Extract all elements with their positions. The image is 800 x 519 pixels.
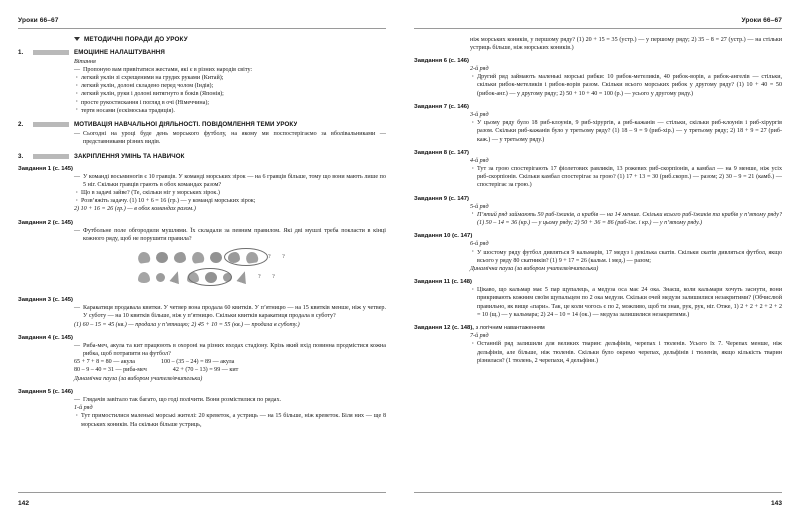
task-head: Завдання 8 (с. 147) (414, 149, 470, 156)
task-line: · Тут примостилися маленькі морські жителі: 20 креветок, а устриць — на 15 більше, ніж креветок. Біля них — ще 8 морських коників. На скільки більше устриць, (74, 412, 386, 428)
row-1-question-marks: ? ? (268, 254, 290, 261)
dynamic-pause-note: Динамічна пауза (за вибором учителя/вчительки) (74, 375, 203, 382)
task-subrow: 7-й ряд (470, 333, 489, 340)
shell-row-2 (138, 267, 328, 287)
calc-left: 80 – 9 – 40 = 31 — риба-меч (74, 367, 147, 374)
triangle-bullet-icon (74, 37, 80, 41)
motivation-body (74, 130, 386, 146)
emotional-subtitle: Вітання (74, 58, 96, 65)
motivation-text: — Сьогодні на уроці буде день морського футболу, на якому ми поспостерігаємо за вболівальниками — представниками різних видів. (74, 130, 386, 146)
task-line: — Каракатиця продавала квитки. У четвер вона продала 60 квитків. У п’ятницю — на 15 квитків менше, ніж у четвер. У суботу — на 10 квитків більше, ніж у п’ятницю. Скільки квитків каракатиця продала в суботу? (74, 304, 386, 320)
shell-icon (137, 251, 150, 264)
task-body (470, 111, 782, 144)
footer-rule-left (18, 492, 386, 493)
shell-icon (169, 270, 182, 285)
shell-icon (245, 251, 258, 264)
task-subrow: 3-й ряд (470, 111, 489, 118)
task-line: · Що в задачі зайве? (Те, скільки ніг у морських зірок.) (74, 189, 386, 197)
section-2-label: МОТИВАЦІЯ НАВЧАЛЬНОЇ ДІЯЛЬНОСТІ. ПОВІДОМЛЕННЯ ТЕМИ УРОКУ (74, 121, 298, 129)
shell-row-1 (138, 247, 328, 267)
methodical-advice-title (74, 36, 386, 43)
task-head: Завдання 1 (с. 145) (18, 165, 74, 172)
shell-icon (138, 272, 150, 283)
section-3 (18, 153, 386, 160)
task-line: · У цьому ряду було 18 риб-клоунів, 9 риб-хірургів, а риб-кажанів — стільки, скільки риб-клоунів і риб-хірургів разом. Скільки риб-кажанів було у третьому ряду? (1) 18 – 9 = 9 (риб-хір.) — у третьому ряду; 2) 18 + 9 = 27 (риб-каж.) — у третьому ряду.) (470, 119, 782, 144)
methodical-advice-label: МЕТОДИЧНІ ПОРАДИ ДО УРОКУ (84, 35, 188, 43)
task-head: Завдання 7 (с. 146) (414, 103, 470, 110)
task-subrow: 4-й ряд (470, 157, 489, 164)
task-line: (1) 60 – 15 = 45 (кв.) — продала у п’ятницю; 2) 45 + 10 = 55 (кв.) — продала в суботу.) (74, 321, 300, 328)
shell-icon (228, 252, 240, 263)
task-line: · У шостому ряду футбол дивляться 9 кальмарів, 17 медуз і декілька скатів. Скільки скатів дивляться футбол, якщо всього у ряду 80 скатників? (1) 9 + 17 = 26 (кальм. і мед.) — разом; (470, 249, 782, 265)
list-item: · тертя носами (ескімоська традиція). (74, 107, 386, 115)
task-head: Завдання 2 (с. 145) (18, 219, 74, 226)
task-body (74, 227, 386, 243)
header-rule-left (18, 28, 386, 29)
task-head: Завдання 3 (с. 145) (18, 297, 74, 304)
task-line: · Останній ряд залишили для великих тварин: дельфінів, черепах і тюленів. Усього їх 7. Черепах менше, ніж дельфінів, але більше, ніж тюленів. Скільки було окремо черепах, дельфінів і тюленів, якщо кількість тварин різнилася? (1 тюлень, 2 черепахи, 4 дельфіни.) (470, 340, 782, 365)
task-body (470, 240, 782, 273)
calc-left: 65 + 7 + 8 = 80 — акула (74, 359, 135, 366)
task-head: Завдання 9 (с. 147) (414, 195, 470, 202)
list-item: · просте рукостискання і погляд в очі (Німеччина); (74, 99, 386, 107)
list-item: · легкий уклін, руки і долоні витягнуто в боків (Японія); (74, 90, 386, 98)
section-2-bar (33, 122, 69, 127)
section-1 (18, 49, 386, 56)
task-line: · Тут за грою спостерігають 17 фіолетових равликів, 13 рожевих риб-скорпіонів, а камбал — на 9 менше, ніж усіх риб-скорпіонів. Скільки камбал спостерігає за грою? (1) 17 + 13 = 30 (риб.скорп.) — разом; 2) 30 – 9 = 21 (камб.) — спостерігає за грою.) (470, 165, 782, 190)
task-subrow: 6-й ряд (470, 241, 489, 248)
task-body (74, 396, 386, 429)
task-line: — Футбольне поле обгородили мушлями. Їх складали за певним правилом. Які дві мушлі треба покласти в кінці кожного ряду, щоб не порушити правила? (74, 227, 386, 243)
continuation-body (470, 36, 782, 52)
task-head: Завдання 5 (с. 146) (18, 388, 74, 395)
task-body (74, 304, 386, 329)
running-head-right: Уроки 66–67 (741, 17, 782, 24)
section-1-number: 1. (18, 48, 24, 56)
shell-icon (156, 273, 165, 282)
task-body (74, 342, 386, 383)
shell-icon (174, 252, 186, 263)
shell-icon (156, 252, 168, 263)
task-body (470, 157, 782, 190)
shell-icon (210, 252, 222, 263)
section-2 (18, 121, 386, 128)
task-subrow: 1-й ряд (74, 405, 93, 412)
task-line: — У команді восьминогів є 10 гравців. У команді морських зірок — на 6 гравців більше, тому що вони мають лише по 5 ніг. Скільки гравців грають в обох командах разом? (74, 173, 386, 189)
shell-icon (223, 273, 232, 282)
row-2-question-marks: ? ? (258, 274, 280, 281)
task-head: Завдання 10 (с. 147) (414, 233, 473, 240)
task-line: · Цікаво, що кальмар має 5 пар щупалець, а медуза оса має 24 ока. Знаєш, коли кальмари хочуть заснути, вони прикривають кожним своїм щупальцем по 2 ока медузи. Скільки очей медузи залишилися незакритими? (Обчислюй правильно, як вище «пари». Так, це коли чогось є по 2, можливо, щоб ти знав, рук, рук, ніг. Отже, 1) 2 + 2 + 2 + 2 + 2 = 10 (щ.) — у кальмара; 2) 24 – 10 = 14 (ок.) — медуза залишилися незакритими.) (470, 286, 782, 319)
task-line: — Глядачів завітало так багато, що годі полічити. Вони розмістилися по рядах. (74, 396, 386, 404)
section-1-label: ЕМОЦІЙНЕ НАЛАШТУВАННЯ (74, 48, 165, 56)
section-3-label: ЗАКРІПЛЕННЯ УМІНЬ ТА НАВИЧОК (74, 152, 185, 160)
continuation-text: ніж морських коників, у першому ряду? (1) 20 + 15 = 35 (устр.) — у першому ряду; 2) 35 – 8 = 27 (устр.) — на стільки устриць більше, ніж морських коників.) (470, 36, 782, 51)
header-rule-right (414, 28, 782, 29)
task-head-extra: з логічним навантаженням (475, 325, 545, 332)
task-line: 2) 10 + 16 = 26 (гр.) — в обох командах разом.) (74, 206, 196, 213)
task-body (470, 286, 782, 319)
shell-icon (236, 270, 249, 285)
task-line: · Другий ряд займають маленькі морські рибки: 10 рибок-метеликів, 40 рибок-ворів, а рибок-ангелів — стільки, скільки рибок-метеликів і рибок-ворів разом. Скільки всього морських рибок у другому ряду? (1) 10 + 40 = 50 (рибок-анг.) — у другому ряду; 2) 50 + 10 + 40 = 100 (р.) — усього у другому ряду.) (470, 73, 782, 98)
section-1-bar (33, 50, 69, 55)
task-head-main: Завдання 12 (с. 148), (414, 325, 474, 332)
section-3-number: 3. (18, 152, 24, 160)
shell-icon (191, 251, 204, 264)
task-head: Завдання 4 (с. 145) (18, 334, 74, 341)
section-2-number: 2. (18, 121, 24, 129)
emotional-body (74, 58, 386, 116)
task-head: Завдання 6 (с. 146) (414, 58, 470, 65)
page-number-left: 142 (18, 500, 30, 507)
task-line: — Риба-меч, акула та кит працюють в охороні на різних входах стадіону. Крізь який вхід повинна продмістися кожна рибка, щоб потрапити на футбол? (74, 342, 386, 358)
task-head (414, 325, 782, 331)
shell-icon (187, 272, 199, 283)
task-body (470, 332, 782, 365)
task-line: · П’ятий ряд займають 50 риб-їжаків, а крабів — на 14 менше. Скільки всього риб-їжаків та крабів у п’ятому ряду? (1) 50 – 14 = 36 (кр.) — у цьому ряду; 2) 50 + 36 = 86 (риб-їж. і кр.) — у п’ятому ряду.) (470, 211, 782, 227)
page-number-right: 143 (770, 500, 782, 507)
dynamic-pause-note: Динамічна пауза (за вибором учителя/вчительки) (470, 265, 599, 272)
task-body (470, 65, 782, 98)
footer-rule-right (414, 492, 782, 493)
section-3-bar (33, 154, 69, 159)
task-body (470, 203, 782, 228)
list-item: · легкий уклін, долоні складено перед чолом (Індія); (74, 82, 386, 90)
right-page (400, 0, 800, 519)
task-head: Завдання 11 (с. 148) (414, 279, 472, 286)
task-line: · Розв’яжіть задачу. (1) 10 + 6 = 16 (гр.) — у команді морських зірок; (74, 197, 386, 205)
calc-right: 42 + (70 – 13) = 99 — кит (172, 367, 239, 374)
task-subrow: 2-й ряд (470, 66, 489, 73)
calc-right: 100 – (35 – 24) = 89 — акула (160, 359, 235, 366)
list-item: · легкий уклін зі схрещеними на грудях руками (Китай); (74, 74, 386, 82)
calc-row (74, 358, 386, 366)
shell-icon (205, 272, 217, 283)
running-head-left: Уроки 66–67 (18, 17, 59, 24)
shell-pattern-figure (138, 247, 328, 291)
calc-row (74, 366, 386, 374)
task-body (74, 173, 386, 214)
task-subrow: 5-й ряд (470, 203, 489, 210)
emotional-lead: — Пропоную вам привітатися жестами, які є в різних народів світу: (74, 66, 386, 74)
